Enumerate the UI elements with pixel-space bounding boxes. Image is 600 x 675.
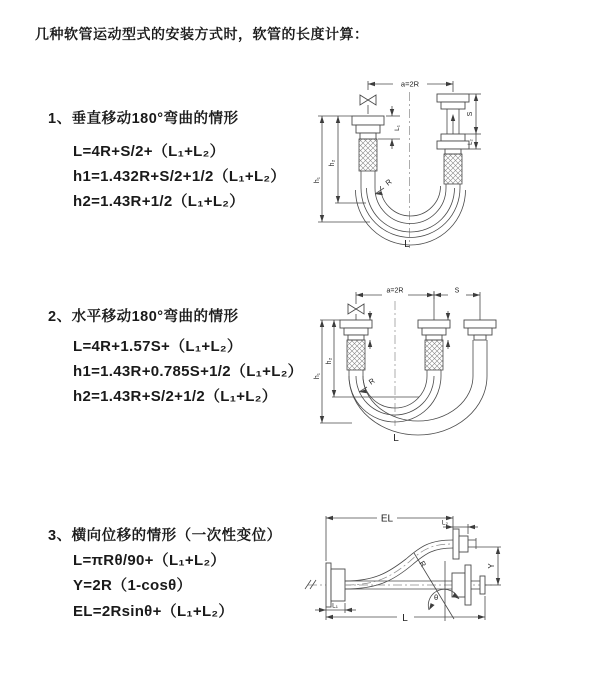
diagram-horizontal-180-bend <box>312 281 600 461</box>
middle-pipe-fitting <box>418 320 450 376</box>
dim-h1 <box>314 320 352 423</box>
section-2-heading: 2、水平移动180°弯曲的情形 <box>48 309 239 325</box>
left-pipe-fitting <box>340 320 372 376</box>
section-2-formula-h2: h2=1.43R+S/2+1/2（L₁+L₂） <box>73 388 278 405</box>
d1-dim-label-l1: L₁ <box>394 125 401 131</box>
left-flange-fitting <box>326 563 345 607</box>
movement-arrow <box>451 114 455 121</box>
braid-section <box>444 154 462 184</box>
hose-s-curve <box>345 540 453 589</box>
displaced-flange-fitting <box>453 529 476 559</box>
braid-section <box>425 340 443 370</box>
diagram-vertical-180-bend <box>308 68 588 258</box>
valve-icon <box>360 95 376 114</box>
section-1-formula-L: L=4R+S/2+（L₁+L₂） <box>73 143 225 160</box>
dim-span <box>368 80 453 93</box>
valve-icon <box>348 304 364 320</box>
d3-dim-label-l2: L₂ <box>441 519 448 527</box>
d1-dim-label-length: L <box>404 239 410 250</box>
right-pipe-fitting <box>464 320 496 376</box>
d3-dim-label-theta: θ <box>434 593 439 602</box>
right-pipe-fitting <box>437 94 469 188</box>
section-3-formula-Y: Y=2R（1-cosθ） <box>73 577 192 594</box>
section-2-formula-h1: h1=1.43R+0.785S+1/2（L₁+L₂） <box>73 363 303 380</box>
hose-u-bend <box>356 186 466 245</box>
dim-l1 <box>378 106 401 149</box>
d2-dim-label-s: S <box>454 287 460 295</box>
section-2-formula-L: L=4R+1.57S+（L₁+L₂） <box>73 338 243 355</box>
radius-leader <box>359 376 377 393</box>
d1-dim-label-h1: h₁ <box>314 176 321 184</box>
dim-l2 <box>442 520 478 535</box>
page-title: 几种软管运动型式的安装方式时，软管的长度计算： <box>35 26 369 42</box>
d2-dim-label-span: a=2R <box>386 287 404 295</box>
diagram-lateral-displacement <box>302 503 600 663</box>
left-pipe-fitting <box>352 116 384 188</box>
d1-dim-label-l2: L₂ <box>468 139 474 145</box>
radius-leader <box>375 177 394 195</box>
section-1-heading: 1、垂直移动180°弯曲的情形 <box>48 111 239 127</box>
dim-l1 <box>315 603 356 614</box>
d2-dim-label-r: R <box>366 376 377 387</box>
d2-dim-label-length: L <box>393 433 399 444</box>
section-1-formula-h2: h2=1.43R+1/2（L₁+L₂） <box>73 193 245 210</box>
section-3-formula-L: L=πRθ/90+（L₁+L₂） <box>73 552 226 569</box>
d3-dim-label-el: EL <box>380 513 394 525</box>
braid-section <box>359 139 377 171</box>
d1-dim-label-span: a=2R <box>400 79 420 89</box>
d1-dim-label-s: S <box>467 111 474 117</box>
d3-dim-label-l1: L₁ <box>332 602 338 610</box>
dim-span-stroke <box>356 288 480 321</box>
centerline-break-mark <box>305 580 316 589</box>
d3-dim-label-y: Y <box>487 563 496 569</box>
d1-dim-label-r: R <box>383 177 394 188</box>
dim-el <box>326 514 453 562</box>
section-1-formula-h1: h1=1.432R+S/2+1/2（L₁+L₂） <box>73 168 286 185</box>
section-3-heading: 3、横向位移的情形（一次性变位） <box>48 528 282 544</box>
d2-dim-label-h1: h₁ <box>314 372 321 380</box>
d3-dim-label-r: R <box>417 559 429 569</box>
d2-dim-label-h2: h₂ <box>326 357 333 365</box>
braid-section <box>347 340 365 370</box>
d3-dim-label-length: L <box>402 613 408 624</box>
d1-dim-label-h2: h₂ <box>329 159 336 167</box>
section-3-formula-EL: EL=2Rsinθ+（L₁+L₂） <box>73 603 234 620</box>
